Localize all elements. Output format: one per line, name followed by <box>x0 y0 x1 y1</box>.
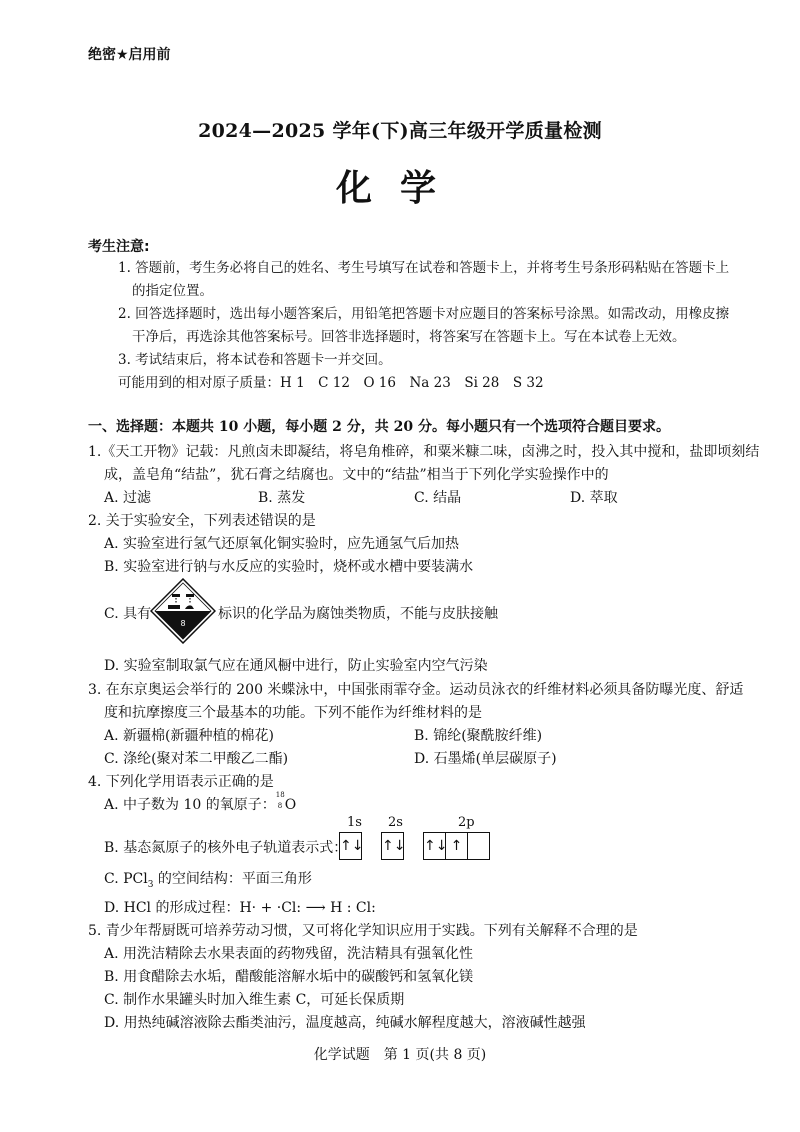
notice-item-2-cont: 干净后，再选涂其他答案标号。回答非选择题时，将答案写在答题卡上。写在本试卷上无效。 <box>132 329 686 345</box>
q4-option-c <box>104 868 312 890</box>
q4-option-c-subscript: 3 <box>147 879 154 890</box>
q4-option-b: B. 基态氮原子的核外电子轨道表示式： <box>104 840 348 856</box>
page-footer: 化学试题 第 1 页(共 8 页) <box>313 1047 487 1063</box>
orbital-label-2p: 2p <box>458 815 475 830</box>
orbital-label-1s: 1s <box>347 815 362 830</box>
corrosive-hazard-icon <box>150 578 216 644</box>
q3-option-c: C. 涤纶(聚对苯二甲酸乙二酯) <box>104 751 289 767</box>
hazard-class-number: 8 <box>180 619 186 628</box>
q3-stem: 3. 在东京奥运会举行的 200 米蝶泳中，中国张雨霏夺金。运动员泳衣的纤维材料必须具备防曝光度、舒适 <box>88 682 744 698</box>
q2-option-c-post: 标识的化学品为腐蚀类物质，不能与皮肤接触 <box>218 606 498 622</box>
q1-option-d: D. 萃取 <box>570 490 618 506</box>
atomic-masses: 可能用到的相对原子质量：H 1 C 12 O 16 Na 23 Si 28 S 32 <box>118 375 544 391</box>
notice-item-1: 1. 答题前，考生务必将自己的姓名、考生号填写在试卷和答题卡上，并将考生号条形码粘贴在答题卡上 <box>118 260 730 276</box>
section-heading: 一、选择题：本题共 10 小题，每小题 2 分，共 20 分。每小题只有一个选项符合题目要求。 <box>88 419 670 435</box>
exam-title: 2024—2025 学年(下)高三年级开学质量检测 <box>198 120 602 142</box>
q1-stem: 1.《天工开物》记载：凡煎卤未即凝结，将皂角椎碎，和粟米糠二味，卤沸之时，投入其中搅和，盐即顷刻结 <box>88 444 760 460</box>
orbital-cell <box>468 833 489 859</box>
q2-option-c-pre: C. 具有 <box>104 606 152 622</box>
q3-option-d: D. 石墨烯(单层碳原子) <box>414 751 557 767</box>
q5-option-b: B. 用食醋除去水垢，醋酸能溶解水垢中的碳酸钙和氢氧化镁 <box>104 969 474 985</box>
q4-option-a-text: A. 中子数为 10 的氧原子： <box>104 797 276 813</box>
q2-option-a: A. 实验室进行氢气还原氧化铜实验时，应先通氢气后加热 <box>104 536 460 552</box>
confidential-label: 绝密★启用前 <box>88 47 171 63</box>
orbital-box-2s <box>381 832 404 860</box>
notice-item-2: 2. 回答选择题时，选出每小题答案后，用铅笔把答题卡对应题目的答案标号涂黑。如需改动，用橡皮擦 <box>118 306 730 322</box>
notice-item-1-cont: 的指定位置。 <box>132 283 213 299</box>
q1-option-c: C. 结晶 <box>414 490 462 506</box>
q3-option-a: A. 新疆棉(新疆种植的棉花) <box>104 728 274 744</box>
element-symbol: O <box>284 797 297 813</box>
q4-stem: 4. 下列化学用语表示正确的是 <box>88 774 274 790</box>
orbital-cell: ↑ <box>446 833 468 859</box>
orbital-box-1s <box>339 832 362 860</box>
q1-stem-cont: 成，盖皂角“结盐”，犹石膏之结腐也。文中的“结盐”相当于下列化学实验操作中的 <box>104 467 609 483</box>
orbital-cell: ↑↓ <box>424 833 446 859</box>
q5-option-a: A. 用洗洁精除去水果表面的药物残留，洗洁精具有强氧化性 <box>104 946 474 962</box>
q3-option-b: B. 锦纶(聚酰胺纤维) <box>414 728 543 744</box>
q5-option-d: D. 用热纯碱溶液除去酯类油污，温度越高，纯碱水解程度越大，溶液碱性越强 <box>104 1015 586 1031</box>
q5-option-c: C. 制作水果罐头时加入维生素 C，可延长保质期 <box>104 992 405 1008</box>
notice-title: 考生注意: <box>88 239 150 255</box>
q4-option-c-text: C. PCl <box>104 871 148 887</box>
orbital-cell: ↑↓ <box>340 838 364 854</box>
q2-option-b: B. 实验室进行钠与水反应的实验时，烧杯或水槽中要装满水 <box>104 559 474 575</box>
orbital-box-2p <box>423 832 490 860</box>
q4-option-a <box>104 791 297 814</box>
q1-option-b: B. 蒸发 <box>258 490 306 506</box>
mass-number: 18 <box>275 791 285 799</box>
orbital-label-2s: 2s <box>388 815 403 830</box>
atomic-number: 8 <box>277 802 283 810</box>
subject-title: 化学 <box>335 167 464 209</box>
q4-option-d: D. HCl 的形成过程：H· + ·Cl: ⟶ H : Cl: <box>104 900 376 916</box>
q2-stem: 2. 关于实验安全，下列表述错误的是 <box>88 513 316 529</box>
orbital-cell: ↑↓ <box>382 838 406 854</box>
q5-stem: 5. 青少年帮厨既可培养劳动习惯，又可将化学知识应用于实践。下列有关解释不合理的是 <box>88 923 638 939</box>
q2-option-d: D. 实验室制取氯气应在通风橱中进行，防止实验室内空气污染 <box>104 658 488 674</box>
isotope-notation <box>275 791 285 810</box>
q4-option-c-rest: 的空间结构：平面三角形 <box>153 871 312 887</box>
q1-option-a: A. 过滤 <box>104 490 152 506</box>
q3-stem-cont: 度和抗摩擦度三个最基本的功能。下列不能作为纤维材料的是 <box>104 705 482 721</box>
notice-item-3: 3. 考试结束后，将本试卷和答题卡一并交回。 <box>118 352 392 368</box>
